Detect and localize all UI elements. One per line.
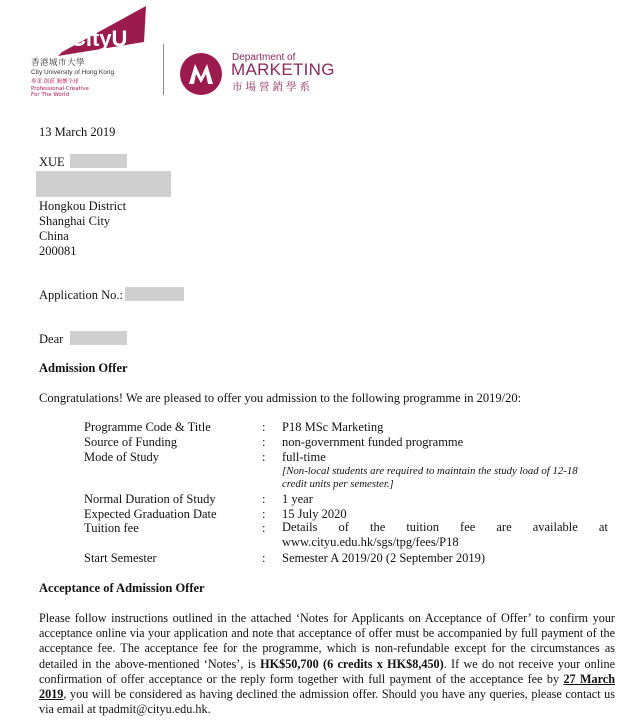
- letter-subject: Admission Offer: [39, 361, 128, 375]
- detail-label-duration: Normal Duration of Study: [84, 492, 216, 506]
- acceptance-text-3: , you will be considered as having declined the admission offer. Should you have any queries, please contact us via email at tpadmit@cityu.edu.hk.: [39, 687, 615, 717]
- detail-value-programme: P18 MSc Marketing: [282, 420, 384, 434]
- fee-word: are: [496, 520, 512, 534]
- detail-value-graduation: 15 July 2020: [282, 507, 347, 521]
- detail-label-graduation: Expected Graduation Date: [84, 507, 217, 521]
- address-line-4: 200081: [39, 244, 77, 258]
- fee-word: of: [338, 520, 349, 534]
- tuition-fee-url: www.cityu.edu.hk/sgs/tpg/fees/P18: [282, 535, 459, 549]
- tuition-fee-text: [282, 520, 608, 535]
- acceptance-deadline: 27 March 2019: [39, 671, 615, 702]
- letter-date: 13 March 2019: [39, 125, 116, 139]
- mode-note-line-1: [Non-local students are required to maintain the study load of 12-18: [282, 465, 578, 477]
- fee-word: the: [369, 520, 386, 534]
- detail-label-mode: Mode of Study: [84, 450, 159, 464]
- detail-colon: :: [262, 521, 266, 535]
- acceptance-text-2: . If we do not receive your online confirmation of offer acceptance or the reply form together with full payment of the acceptance fee by: [39, 656, 615, 686]
- dept-chinese-name: 市場營銷學系: [232, 81, 313, 93]
- fee-word: Details: [282, 520, 318, 534]
- detail-colon: :: [262, 507, 266, 521]
- acceptance-paragraph: [39, 611, 615, 717]
- letter-intro: Congratulations! We are pleased to offer you admission to the following programme in 2019/20:: [39, 391, 522, 405]
- redacted-application-number: [125, 287, 184, 301]
- fee-word: tuition: [406, 520, 439, 534]
- detail-colon: :: [262, 492, 266, 506]
- cityu-logo: [31, 6, 151, 98]
- application-number-label: Application No.:: [39, 288, 124, 302]
- detail-colon: :: [262, 450, 266, 464]
- acceptance-heading: Acceptance of Admission Offer: [39, 581, 205, 595]
- cityu-tagline-line1: Professional·Creative: [31, 85, 89, 92]
- acceptance-fee-amount: HK$50,700 (6 credits x HK$8,450): [260, 656, 444, 671]
- salutation: Dear: [39, 332, 64, 346]
- recipient-surname: XUE: [39, 155, 65, 169]
- redacted-given-name: [70, 154, 127, 168]
- mode-note-line-2: credit units per semester.]: [282, 478, 394, 490]
- redacted-salutation-name: [70, 331, 127, 345]
- cityu-tagline: [31, 79, 89, 99]
- fee-word: fee: [460, 520, 476, 534]
- detail-value-funding: non-government funded programme: [282, 435, 464, 449]
- cityu-tagline-chinese: 專業 創新 胸懷全球: [31, 79, 79, 85]
- cityu-logo-text: CityU: [70, 26, 128, 51]
- detail-value-start-semester: Semester A 2019/20 (2 September 2019): [282, 551, 486, 565]
- detail-label-programme: Programme Code & Title: [84, 420, 211, 434]
- cityu-tagline-line2: For The World: [31, 92, 70, 98]
- detail-label-tuition: Tuition fee: [84, 521, 139, 535]
- cityu-logo-mark: [56, 6, 148, 56]
- fee-word: at: [598, 520, 608, 534]
- header-divider: [163, 44, 164, 95]
- detail-colon: :: [262, 435, 266, 449]
- address-line-1: Hongkou District: [39, 199, 127, 213]
- detail-label-start-semester: Start Semester: [84, 551, 157, 565]
- detail-value-mode: full-time: [282, 450, 326, 464]
- dept-name: MARKETING: [231, 60, 335, 79]
- detail-colon: :: [262, 551, 266, 565]
- cityu-chinese-name: 香港城市大學: [31, 58, 86, 68]
- marketing-dept-logo-icon: [180, 53, 222, 95]
- detail-value-duration: 1 year: [282, 492, 313, 506]
- dept-of-label: Department of: [232, 52, 296, 63]
- detail-colon: :: [262, 420, 266, 434]
- redacted-address-line: [36, 171, 171, 197]
- address-line-2: Shanghai City: [39, 214, 111, 228]
- cityu-english-name: City University of Hong Kong: [31, 69, 115, 76]
- acceptance-text-1: Please follow instructions outlined in the attached ‘Notes for Applicants on Acceptance of Offer’ to confirm your acceptance online via your application and note that acceptance of offer must be accompanied by full payment of the acceptance fee. The acceptance fee for the programme, which is non-refundable except for the circumstances as detailed in the above-mentioned ‘Notes’, is: [39, 611, 615, 671]
- fee-word: available: [532, 520, 578, 534]
- detail-label-funding: Source of Funding: [84, 435, 178, 449]
- address-line-3: China: [39, 229, 69, 243]
